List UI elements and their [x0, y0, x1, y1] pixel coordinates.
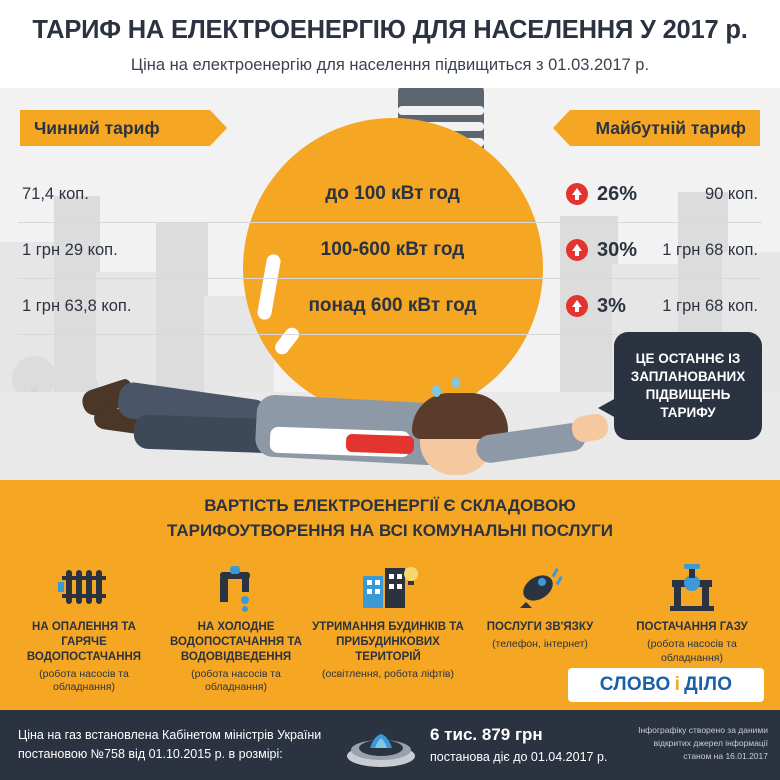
man-tie: [346, 434, 415, 454]
service-label: ПОСЛУГИ ЗВ'ЯЗКУ: [486, 621, 594, 633]
gas-price-block: [430, 722, 660, 768]
page-title: ТАРИФ НА ЕЛЕКТРОЕНЕРГІЮ ДЛЯ НАСЕЛЕННЯ У 2017 р.: [32, 16, 748, 44]
service-label: НА ХОЛОДНЕ ВОДОПОСТАЧАННЯ ТА ВОДОВІДВЕДЕННЯ: [170, 621, 302, 663]
service-sub: (робота насосів та обладнання): [647, 637, 737, 664]
row-change-value: 30%: [597, 238, 638, 261]
row-current-price: 71,4 коп.: [22, 185, 89, 203]
row-band: до 100 кВт год: [325, 183, 460, 204]
footer: [0, 710, 780, 780]
service-item-buildings: [312, 552, 464, 681]
service-label: НА ОПАЛЕННЯ ТА ГАРЯЧЕ ВОДОПОСТАЧАННЯ: [26, 621, 142, 663]
bulb-ring: [398, 106, 484, 115]
table-row: [0, 166, 780, 222]
services-panel-title: [0, 494, 780, 543]
service-sub: (робота насосів та обладнання): [39, 667, 129, 694]
table-row: [0, 278, 780, 334]
man-hair: [412, 393, 508, 439]
service-label: УТРИМАННЯ БУДИНКІВ ТА ПРИБУДИНКОВИХ ТЕРИТОРІЙ: [312, 621, 464, 663]
row-future-price: 90 коп.: [704, 185, 758, 203]
speech-bubble-text: ЦЕ ОСТАННЄ ІЗ ЗАПЛАНОВАНИХ ПІДВИЩЕНЬ ТАРИФУ: [630, 350, 746, 421]
satellite-icon: [464, 552, 616, 614]
speech-bubble: [614, 332, 762, 440]
building-icon: [312, 552, 464, 614]
service-sub: (телефон, інтернет): [492, 637, 588, 650]
gas-price-note: постанова діє до 01.04.2017 р.: [430, 750, 608, 765]
current-tariff-tag: Чинний тариф: [20, 110, 210, 146]
table-row: [0, 222, 780, 278]
service-label: ПОСТАЧАННЯ ГАЗУ: [636, 621, 748, 633]
gas-price: 6 тис. 879 грн: [430, 725, 543, 744]
footer-note: Ціна на газ встановлена Кабінетом міністрів України постановою №758 від 01.10.2015 р. в розмірі:: [18, 728, 322, 761]
sweat-drop-icon: [432, 385, 441, 397]
lying-man-illustration: [60, 333, 620, 480]
logo-word-3: ДІЛО: [684, 674, 733, 695]
sweat-drop-icon: [452, 377, 460, 388]
row-current-price: 1 грн 29 коп.: [22, 241, 118, 259]
services-panel: [0, 480, 780, 710]
service-sub: (робота насосів та обладнання): [191, 667, 281, 694]
faucet-icon: [160, 552, 312, 614]
services-title-line1: ВАРТІСТЬ ЕЛЕКТРОЕНЕРГІЇ Є СКЛАДОВОЮ: [204, 496, 576, 515]
service-item-water: [160, 552, 312, 695]
page-subtitle: Ціна на електроенергію для населення підвищиться з 01.03.2017 р.: [130, 56, 650, 74]
gas-pipe-icon: [616, 552, 768, 614]
service-item-heating: [8, 552, 160, 695]
future-tariff-tag: Майбутній тариф: [570, 110, 760, 146]
header: [0, 0, 780, 88]
row-change-value: 26%: [597, 182, 638, 205]
row-future-price: 1 грн 68 коп.: [662, 297, 758, 315]
row-current-price: 1 грн 63,8 коп.: [22, 297, 132, 315]
row-band: 100-600 кВт год: [320, 239, 465, 260]
row-future-price: 1 грн 68 коп.: [662, 241, 758, 259]
gas-burner-icon: [340, 726, 422, 770]
service-item-gas: [616, 552, 768, 665]
radiator-icon: [8, 552, 160, 614]
service-item-communications: [464, 552, 616, 652]
row-change-value: 3%: [597, 294, 626, 317]
row-band: понад 600 кВт год: [308, 295, 477, 316]
services-title-line2: ТАРИФОУТВОРЕННЯ НА ВСІ КОМУНАЛЬНІ ПОСЛУГИ: [167, 520, 613, 540]
logo-word-2: і: [674, 674, 681, 695]
service-sub: (освітлення, робота ліфтів): [322, 667, 454, 680]
brand-logo[interactable]: [568, 668, 764, 702]
logo-word-1: СЛОВО: [599, 674, 671, 695]
footer-source: Інфографіку створено за даними відкритих джерел інформації станом на 16.01.2017: [638, 725, 768, 761]
